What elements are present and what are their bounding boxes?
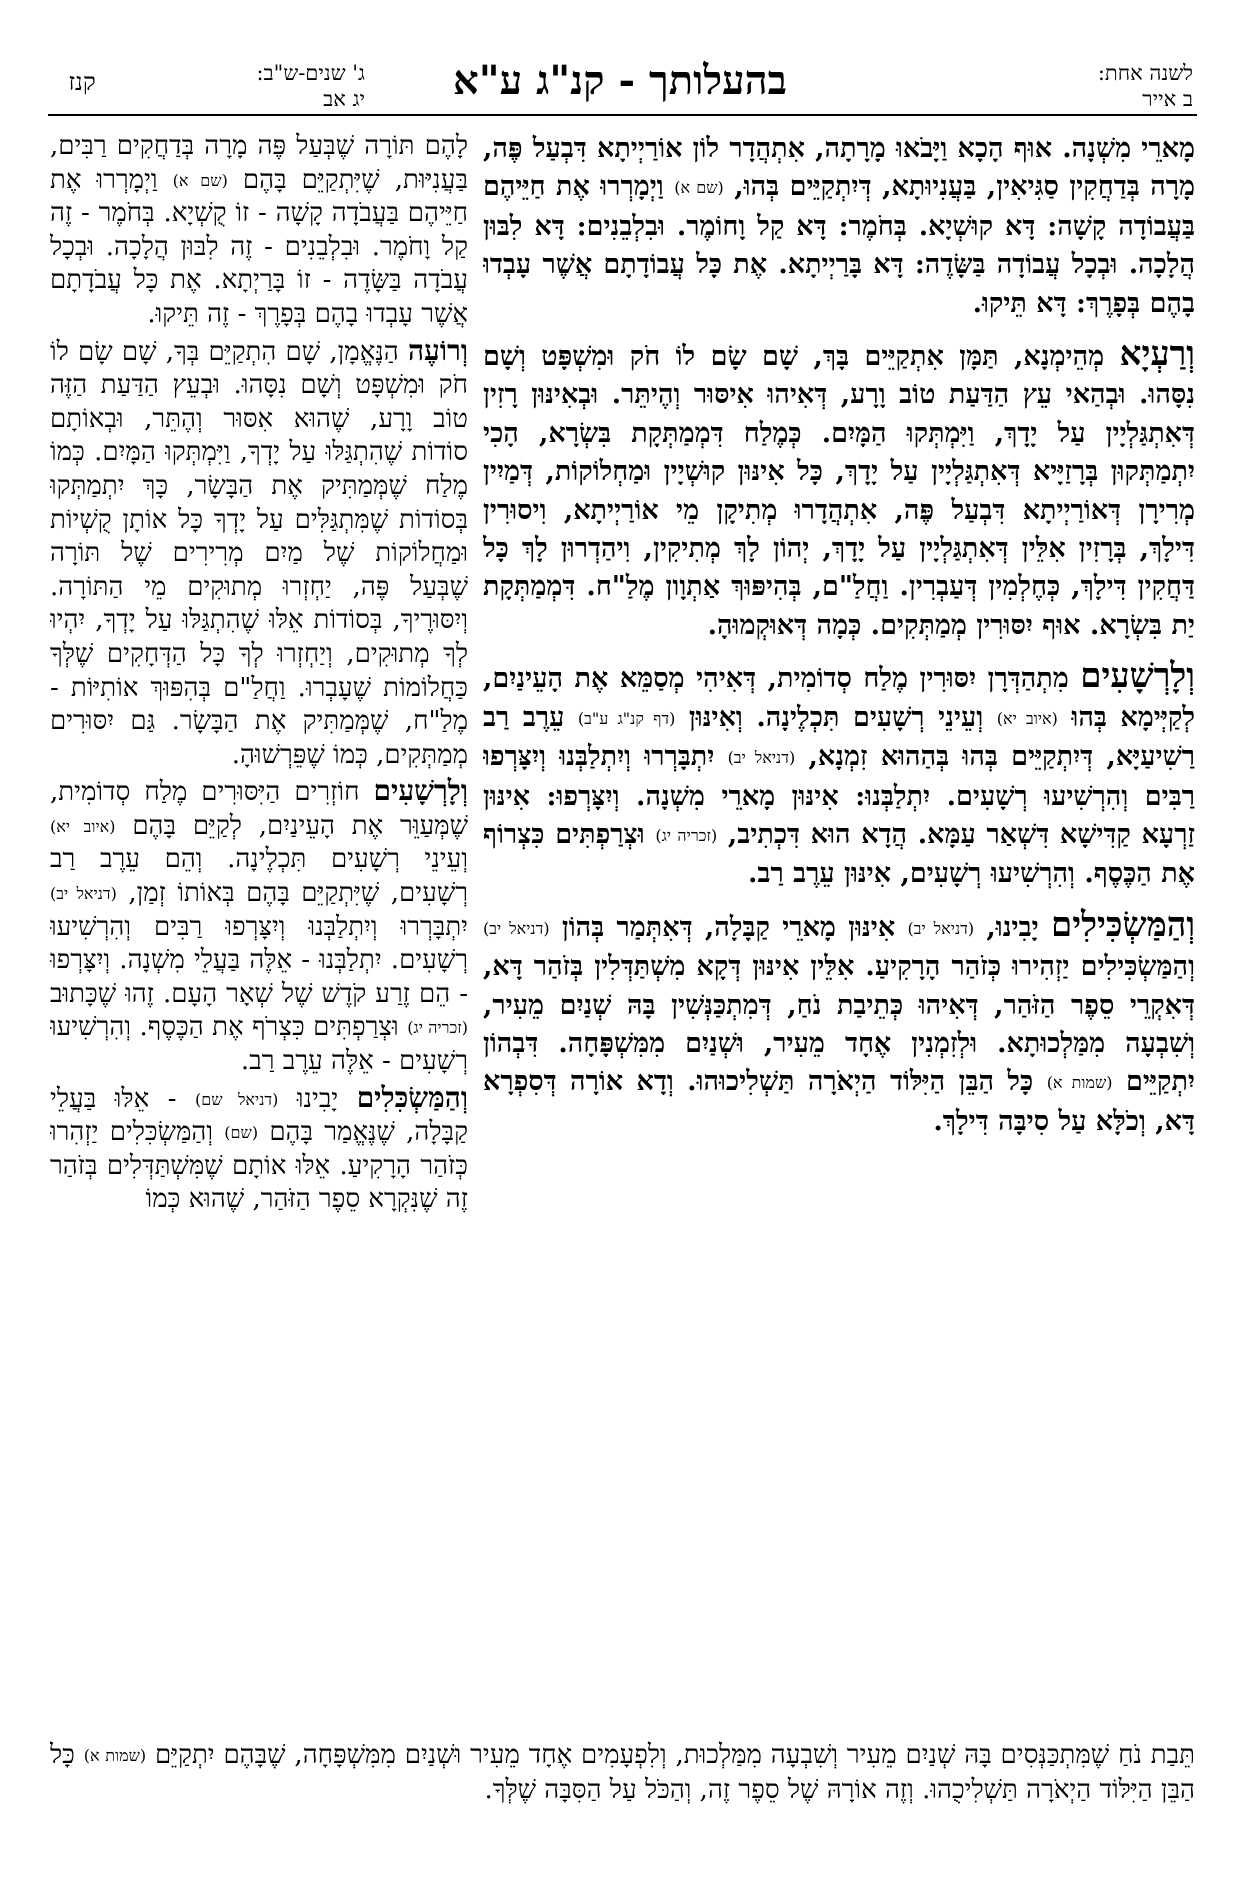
- main-paragraph: [483, 657, 1195, 893]
- main-p2-text: מְהֵימְנָא, תַּמָּן אִתְקַיֵּים בָּךְ, שָׁם שָׂם לוֹ חֹק וּמִשְׁפָּט וְשָׁם נִסָּהוּ. וּבְהַאי עֵץ הַדַּעַת טוֹב וָרָע, דְּאִיהוּ אִיסּוּר וְהֶיתֵּר. וּבְאִינּוּן רָזִין דְּאִתְגַּלְיָין עַל יָדָךְ, וַיִּמְתְּקוּ הַמָּיִם. כְּמֶלַח דִּמְמַתְּקָת בִּשְׂרָא, הָכִי יִתְמַתְּקוּן בְּרָזַיָּיא דְּאִתְגַּלְיָין עַל יָדָךְ, כָּל אִינּוּן קוּשְׁיָין וּמַחְלוֹקוֹת, דְּמַיִין מְרִירָן דְּאוֹרַיְיתָא דִּבְעַל פֶּה, אִתְהֲדָרוּ מְתִיקָן מֵי אוֹרַיְיתָא, וִיסוּרִין דִּילָךְ, בְּרָזִין אִלֵּין דְּאִתְגַּלְיָין עַל יָדָךְ, יְהוֹן לָךְ מְתִיקִין, וִיהַדְרוּן לָךְ כָּל דַּחֲקִין דִּילָךְ, כְּחֶלְמִין דְּעַבְרִין. וַחֲלַ"ם, בְּהִיפּוּךְ אַתְוָון מֶלַ"ח. דִּמְמַתְּקָת יַת בִּשְׂרָא. אוּף יִסּוּרִין מְמַתְּקִים. כְּמָה דְּאוּקְמוּהָ.: [483, 341, 1195, 641]
- paragraph-opener: וְרַעְיָא: [1119, 334, 1195, 375]
- side-p4-text2: - אֵלּוּ בַּעֲלֵי קַבָּלָה, שֶׁנֶּאֱמַר בָּהֶם: [50, 1083, 468, 1148]
- source-reference: (שמות א): [1046, 1073, 1113, 1093]
- paragraph-opener: וְהַמַּשְׂכִּלִים: [356, 1080, 468, 1114]
- main-p3-text: מִתְהַדְּרָן יִסּוּרִין מֶלַח סְדוֹמִית, דְּאִיהִי מְסַמֵּא אֶת הָעֵינַיִם, לְקַיְּימָא בְּהוּ: [483, 663, 1195, 733]
- main-p4-text: יָבִינוּ,: [974, 911, 1051, 943]
- main-p3-text5: וּצְרַפְתִּים כִּצְרוֹף אֶת הַכֶּסֶף. וְהִרְשִׁיעוּ רְשָׁעִים, אִינּוּן עֵרֶב רַב.: [483, 818, 1195, 890]
- translation-column: [50, 130, 468, 1740]
- paragraph-opener: וְלָרְשָׁעִים: [1080, 656, 1195, 697]
- side-p3-text2: וְעֵינֵי רְשָׁעִים תִּכְלֶינָה. וְהֵם עֵרֶב רַב רְשָׁעִים, שֶׁיִּתְקַיֵּם בָּהֶם בְּאוֹתוֹ זְמַן,: [50, 844, 468, 909]
- side-p4-text: יָבִינוּ: [278, 1083, 357, 1114]
- side-p4-text3: וְהַמַּשְׂכִּלִים יַזְהִרוּ כְּזֹהַר הָרָקִיעַ. אֵלּוּ אוֹתָם שֶׁמִּשְׁתַּדְּלִים בְּזֹהַר זֶה שֶׁנִּקְרָא סֵפֶר הַזֹּהַר, שֶׁהוּא כְּמוֹ: [50, 1117, 468, 1215]
- main-p1-text2: וַיְמָרְרוּ אֶת חַיֵּיהֶם בַּעֲבוֹדָה קָשָׁה: דָּא קוּשְׁיָא. בְּחֹמֶר: דָּא קַל וָחוֹמֶר. וּבִלְבֵנִים: דָּא לִבּוּן הֲלָכָה. וּבְכָל עֲבוֹדָה בַּשָּׂדֶה: דָּא בָּרַיְיתָא. אֶת כָּל עֲבוֹדָתָם אֲשֶׁר עָבְדוּ בָהֶם בְּפָרֶךְ: דָּא תֵּיקוּ.: [483, 171, 1195, 319]
- page-number: קנז: [68, 68, 96, 96]
- side-p3-text4: וּצְרַפְתִּים כִּצְרֹף אֶת הַכֶּסֶף. וְהִרְשִׁיעוּ רְשָׁעִים - אֵלֶּה עֵרֶב רַב.: [50, 1012, 468, 1077]
- source-reference: (איוב יא): [50, 816, 116, 836]
- main-p4-text4: כָּל הַבֵּן הַיִּלּוֹד הַיְאֹרָה תַּשְׁלִיכוּהוּ. וְדָא אוֹרָה דְּסִפְרָא דָּא, וְכֹלָּא עַל סִיבָּה דִּילָךְ.: [483, 1066, 1195, 1137]
- header-date-three-years: [215, 60, 365, 114]
- header-divider: [48, 114, 1197, 116]
- paragraph-opener: וְרוֹעֶה: [407, 333, 468, 367]
- bottom-continuation: [50, 1738, 1195, 1848]
- header-left-line2: יג אב: [323, 87, 365, 111]
- side-p3-text: חוֹזְרִים הַיִּסּוּרִים מֶלַח סְדוֹמִית, שֶׁמְּעַוֵּר אֶת הָעֵינַיִם, לְקַיֵּם בָּהֶם: [50, 777, 468, 841]
- source-reference: (דניאל יב): [483, 918, 550, 938]
- page-title: בהעלותך - קנ"ג ע"א: [453, 57, 787, 104]
- bottom-text: תֵּבַת נֹחַ שֶׁמִּתְכַּנְּסִים בָּהּ שְׁנַיִם מֵעִיר וְשִׁבְעָה מִמַּלְכוּת, וְלִפְעָמִים אֶחָד מֵעִיר וּשְׁנַיִם מִמִּשְׁפָּחָה, שֶׁבָּהֶם יִתְקַיֵּם: [146, 1740, 1195, 1770]
- header-right-line1: לשנה אחת:: [1097, 61, 1193, 85]
- main-p3-text3: עֵרֶב רַב רַשִׁיעַיָּא, דְּיִתְקַיֵּים בְּהוּ בְּהַהוּא זִמְנָא,: [483, 701, 1195, 773]
- source-reference: (דניאל שם): [195, 1089, 279, 1109]
- header-date-one-year: [973, 60, 1193, 114]
- source-reference: (שם א): [674, 178, 724, 198]
- header-right-line2: ב אייר: [1142, 87, 1193, 111]
- page-reference: (דף קנ"ג ע"ב): [577, 708, 676, 728]
- source-reference: (שם א): [172, 170, 228, 190]
- paragraph-opener: וְהַמַּשְׂכִּילִים: [1050, 904, 1195, 945]
- header-left-line1: ג' שנים-ש"ב:: [256, 61, 365, 85]
- source-reference: (איוב יא): [996, 708, 1058, 728]
- paragraph-opener: וְלָרְשָׁעִים: [373, 774, 468, 808]
- side-paragraph: [50, 130, 468, 332]
- source-reference: (דניאל יב): [907, 918, 975, 938]
- source-reference: (זכריה יג): [655, 825, 718, 845]
- side-p2-text: הַנֶּאֱמָן, שָׁם הִתְקַיֵּם בְּךָ, שָׁם שָׂם לוֹ חֹק וּמִשְׁפָּט וְשָׁם נִסָּהוּ. וּבְעֵץ הַדַּעַת הַזֶּה טוֹב וָרָע, שֶׁהוּא אִסּוּר וְהֶתֵּר, וּבְאוֹתָם סוֹדוֹת שֶׁהִתְגַּלּוּ עַל יָדְךָ, וַיִּמְתְּקוּ הַמָּיִם. כְּמוֹ מֶלַח שֶׁמְּמַתִּיק אֶת הַבָּשָׂר, כָּךְ יִתְמַתְּקוּ בְּסוֹדוֹת שֶׁמִּתְגַּלִּים עַל יָדְךָ כָּל אוֹתָן קֻשְׁיוֹת וּמַחֲלוֹקוֹת שֶׁל מַיִם מְרִירִים שֶׁל תּוֹרָה שֶׁבְּעַל פֶּה, יַחְזְרוּ מְתוּקִים מֵי הַתּוֹרָה. וְיִסּוּרֶיךָ, בְּסוֹדוֹת אֵלּוּ שֶׁהִתְגַּלּוּ עַל יָדְךָ, יִהְיוּ לְךָ מְתוּקִים, וְיַחְזְרוּ לְךָ כָּל הַדְּחָקִים שֶׁלְּךָ כַּחֲלוֹמוֹת שֶׁעָבְרוּ. וַחֲלַ"ם בְּהִפּוּךְ אוֹתִיּוֹת - מֶלַ"ח, שֶׁמְּמַתִּיק אֶת הַבָּשָׂר. גַּם יִסּוּרִים מְמַתְּקִים, כְּמוֹ שֶׁפֵּרְשׁוּהָ.: [50, 336, 468, 770]
- source-reference: (זכריה יג): [407, 1018, 468, 1038]
- side-p1-text2: וַיְמָרְרוּ אֶת חַיֵּיהֶם בַּעֲבֹדָה קָשָׁה - זוֹ קֻשְׁיָא. בְּחֹמֶר - זֶה קַל וָחֹמֶר. וּבִלְבֵנִים - זֶה לִבּוּן הֲלָכָה. וּבְכָל עֲבֹדָה בַּשָּׂדֶה - זוֹ בָּרַיְתָא. אֶת כָּל עֲבֹדָתָם אֲשֶׁר עָבְדוּ בָהֶם בְּפָרֶךְ - זֶה תֵּיקוּ.: [50, 164, 468, 329]
- side-p3-text3: יִתְבָּרְרוּ וְיִתְלַבְּנוּ וְיִצָּרְפוּ רַבִּים וְהִרְשִׁיעוּ רְשָׁעִים. יִתְלַבְּנוּ - אֵלֶּה בַּעֲלֵי מִשְׁנָה. וְיִצָּרְפוּ - הֵם זֶרַע קֹדֶשׁ שֶׁל שְׁאָר הָעָם. זֶהוּ שֶׁכָּתוּב: [50, 911, 468, 1009]
- side-paragraph: [50, 774, 468, 1078]
- side-paragraph: [50, 1081, 468, 1217]
- main-text-column: [483, 130, 1195, 1735]
- source-reference: (שמות א): [83, 1746, 147, 1765]
- main-paragraph: [483, 906, 1195, 1141]
- main-p3-text4: יִתְבָּרְרוּ וְיִתְלַבְּנוּ וְיִצָּרְפוּ רַבִּים וְהִרְשִׁיעוּ רְשָׁעִים. יִתְלַבְּנוּ: אִינּוּן מָארֵי מִשְׁנָה. וְיִצָּרְפוּ: אִינּוּן זַרְעָא קַדִּישָׁא דִּשְׁאַר עַמָּא. הֲדָא הוּא דִּכְתִיב,: [483, 741, 1195, 850]
- source-reference: (שם): [224, 1123, 259, 1143]
- bottom-paragraph: [50, 1738, 1195, 1807]
- main-paragraph: [483, 130, 1195, 323]
- source-reference: (דניאל יב): [50, 884, 117, 904]
- side-paragraph: [50, 334, 468, 773]
- side-p1-text: לָהֶם תּוֹרָה שֶׁבְּעַל פֶּה מָרָה בְּדַחֲקִים רַבִּים, בַּעֲנִיּוּת, שֶׁיִּתְקַיֵּם בָּהֶם: [50, 131, 468, 195]
- bottom-text2: כָּל הַבֵּן הַיִּלּוֹד הַיְאֹרָה תַּשְׁלִיכֻהוּ. וְזֶה אוֹרָהּ שֶׁל סֵפֶר זֶה, וְהַכֹּל עַל הַסִּבָּה שֶׁלְּךָ.: [50, 1740, 1195, 1805]
- main-p1-text: מָארֵי מִשְׁנָה. אוּף הָכָא וַיָּבֹאוּ מָרָתָה, אִתְהֲדָר לוֹן אוֹרַיְיתָא דִּבְעַל פֶּה, מָרָה בְּדַחֲקִין סַגִּיאִין, בַּעֲנִיוּתָא, דְּיִתְקַיֵּים בְּהוּ,: [483, 133, 1195, 203]
- main-paragraph: [483, 335, 1195, 645]
- main-p4-text2: אִינּוּן מָארֵי קַבָּלָה, דְּאִתְּמַר בְּהוֹן: [549, 911, 908, 943]
- main-p3-text2: וְעֵינֵי רְשָׁעִים תִּכְלֶינָה. וְאִינּוּן: [675, 701, 997, 733]
- source-reference: (דניאל יב): [727, 748, 796, 768]
- main-p4-text3: וְהַמַּשְׂכִּילִים יַזְהִירוּ כְּזֹהַר הָרָקִיעַ. אִלֵּין אִינּוּן דְּקָא מִשְׁתַּדְּלִין בְּזֹהַר דָּא, דְּאִקְרֵי סֵפֶר הַזֹּהַר, דְּאִיהוּ כְּתֵיבַת נֹחַ, דְּמִתְכַּנְּשִׁין בָּהּ שְׁנַיִם מֵעִיר, וְשִׁבְעָה מִמַּלְכוּתָא. וּלְזִמְנִין אֶחָד מֵעִיר, וּשְׁנַיִם מִמִּשְׁפָּחָה. דִּבְהוֹן יִתְקַיֵּים: [483, 951, 1195, 1098]
